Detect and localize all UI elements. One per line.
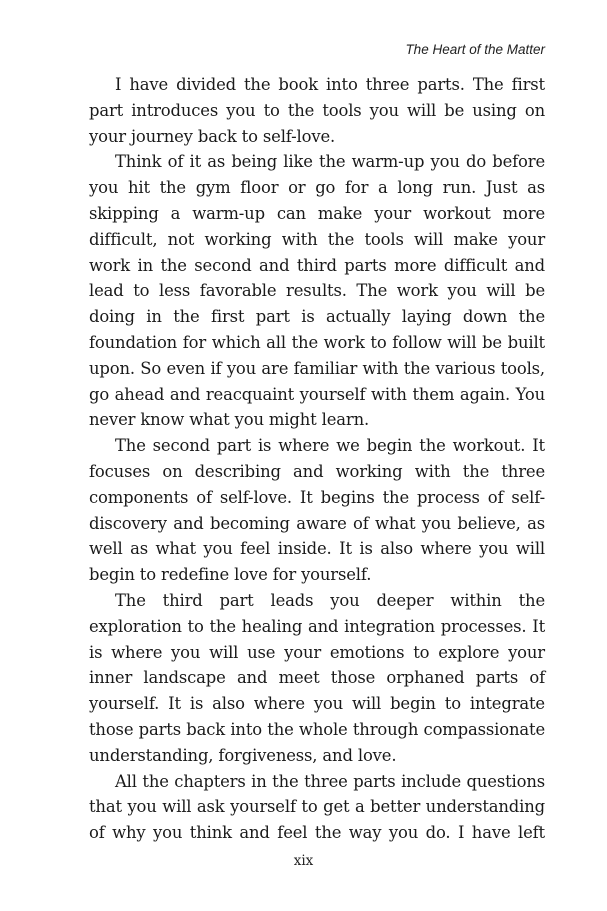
running-head: The Heart of the Matter (405, 42, 545, 57)
paragraph: I have divided the book into three parts. The first part introduces you to the tools you will be using on your journey back to self-love. (89, 75, 545, 146)
page-number: xix (293, 853, 314, 869)
paragraph: Think of it as being like the warm-up you do before you hit the gym floor or go for a long run. Just as skipping a warm-up can make your workout more difficult, not working with the tools will make your work in the second and third parts more difficult and lead to less favorable results. The work you will be doing in the first part is actually laying down the foundation for which all the work to follow will be built upon. So even if you are familiar with the various tools, go ahead and reacquaint yourself with them again. You never know what you might learn. (89, 152, 545, 430)
paragraph-last: All the chapters in the three parts include questions that you will ask yourself to get a better understanding of why you think and feel the way you do. I have left (89, 771, 545, 843)
paragraph: The second part is where we begin the workout. It focuses on describing and working with the three components of self-love. It begins the process of self-discovery and becoming aware of what you believe, as well as what you feel inside. It is also where you will begin to redefine love for yourself. (89, 436, 545, 585)
paragraph: The third part leads you deeper within the exploration to the healing and integration processes. It is where you will use your emotions to explore your inner landscape and meet those orphaned parts of yourself. It is also where you will begin to integrate those parts back into the whole through compassionate understanding, forgiveness, and love. (89, 590, 545, 765)
body-text (89, 72, 545, 846)
